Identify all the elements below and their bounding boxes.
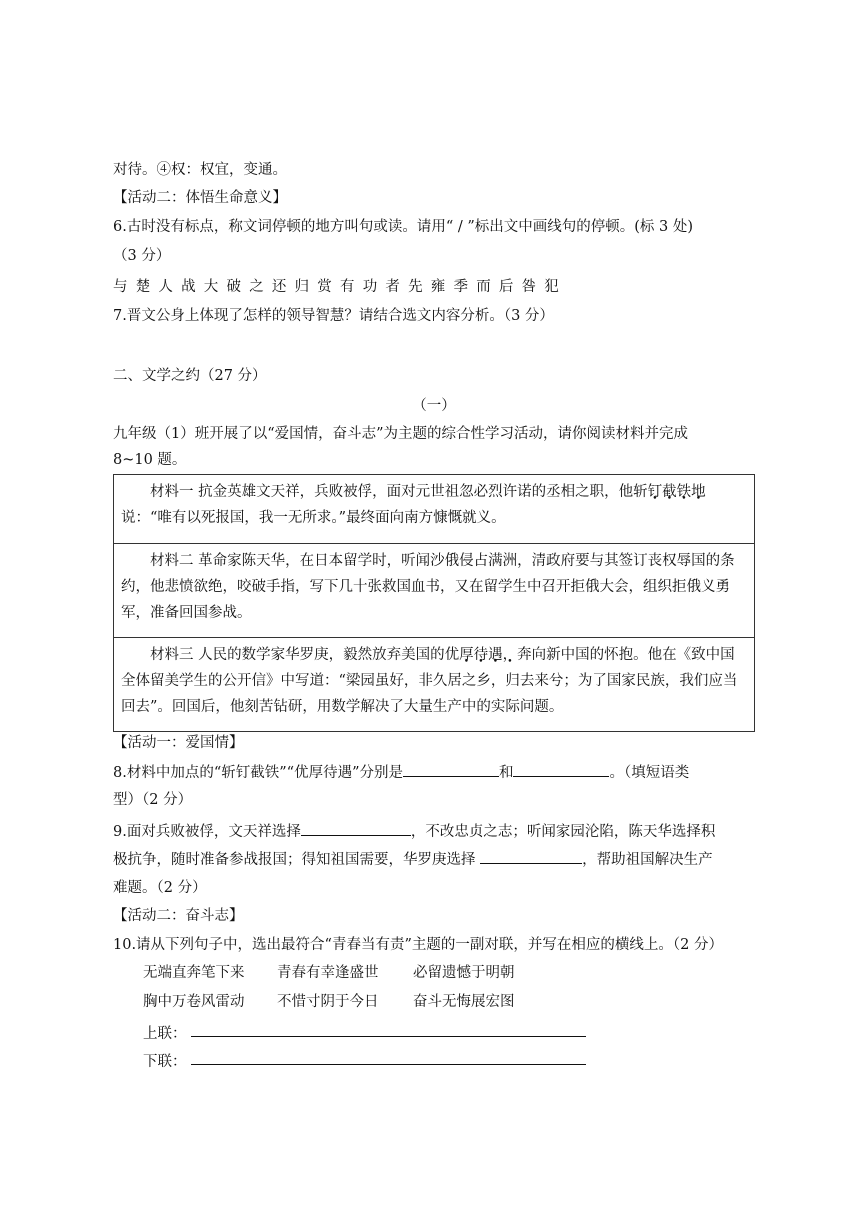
upper-couplet-label: 上联： xyxy=(143,1026,187,1042)
lower-couplet-answer-line[interactable] xyxy=(191,1048,586,1065)
note-line: 对待。④权：权宜，变通。 xyxy=(113,162,287,178)
activity-2-heading: 【活动二：奋斗志】 xyxy=(113,908,244,924)
material-1: 材料一 抗金英雄文天祥，兵败被俘，面对元世祖忽必烈许诺的丞相之职，他斩钉截铁地说：“唯有以死报国，我一无所求。”最终面向南方慷慨就义。 xyxy=(121,484,706,526)
couplet-option: 奋斗无悔展宏图 xyxy=(413,994,515,1010)
question-6-sentence: 与楚人战大破之还归赏有功者先雍季而后咎犯 xyxy=(113,279,567,295)
section-heading: 二、文学之约（27 分） xyxy=(113,368,267,384)
question-9-line-2: 极抗争，随时准备参战报国；得知祖国需要，华罗庚选择 ，帮助祖国解决生产 xyxy=(113,849,713,870)
question-8-cont: 型）（2 分） xyxy=(113,792,193,808)
answer-blank-9b[interactable] xyxy=(480,849,582,864)
activity-heading: 【活动二：体悟生命意义】 xyxy=(113,190,287,206)
question-7: 7.晋文公身上体现了怎样的领导智慧？请结合选文内容分析。（3 分） xyxy=(113,308,554,324)
question-9: 9.面对兵败被俘，文天祥选择 ，不改忠贞之志；听闻家园沦陷，陈天华选择积 xyxy=(113,821,715,842)
intro-line-2: 8~10 题。 xyxy=(113,452,187,468)
answer-blank-9a[interactable] xyxy=(301,821,411,836)
couplet-row-2 xyxy=(143,992,515,1012)
activity-1-heading: 【活动一：爱国情】 xyxy=(113,735,244,751)
dotted-phrase-2: 优厚待遇 xyxy=(444,647,503,663)
intro-line-1: 九年级（1）班开展了以“爱国情，奋斗志”为主题的综合性学习活动，请你阅读材料并完成 xyxy=(113,426,689,442)
couplet-option: 胸中万卷风雷动 xyxy=(143,994,245,1010)
materials-table xyxy=(113,474,755,732)
couplet-option: 必留遗憾于明朝 xyxy=(413,965,515,981)
question-8: 8.材料中加点的“斩钉截铁”“优厚待遇”分别是 和 。（填短语类 xyxy=(113,762,689,783)
upper-couplet-answer-line[interactable] xyxy=(191,1020,586,1037)
dotted-phrase-1: 斩钉截铁 xyxy=(633,484,692,500)
couplet-option: 青春有幸逢盛世 xyxy=(277,965,379,981)
question-6: 6.古时没有标点，称文词停顿的地方叫句或读。请用“ / ”标出文中画线句的停顿。(标 3 处) xyxy=(113,219,694,235)
lower-couplet-label: 下联： xyxy=(143,1054,187,1070)
part-heading: （一） xyxy=(412,398,456,414)
material-3: 材料三 人民的数学家华罗庚，毅然放弃美国的优厚待遇，奔向新中国的怀抱。他在《致中国全体留美学生的公开信》中写道：“梁园虽好，非久居之乡，归去来兮；为了国家民族，我们应当回去”。回国后，他刻苦钻研，用数学解决了大量生产中的实际问题。 xyxy=(114,637,754,731)
question-10: 10.请从下列句子中，选出最符合“青春当有责”主题的一副对联，并写在相应的横线上。（2 分） xyxy=(113,937,723,953)
material-2: 材料二 革命家陈天华，在日本留学时，听闻沙俄侵占满洲，清政府要与其签订丧权辱国的条约，他悲愤欲绝，咬破手指，写下几十张救国血书，又在留学生中召开拒俄大会，组织拒俄义勇军，准备回国参战。 xyxy=(114,543,754,637)
answer-blank-8b[interactable] xyxy=(513,762,609,777)
answer-blank-8a[interactable] xyxy=(403,762,499,777)
couplet-row-1 xyxy=(143,963,515,983)
couplet-option: 不惜寸阴于今日 xyxy=(277,994,379,1010)
couplet-option: 无端直奔笔下来 xyxy=(143,965,245,981)
question-9-line-3: 难题。（2 分） xyxy=(113,880,207,896)
question-6-score: （3 分） xyxy=(113,248,171,264)
